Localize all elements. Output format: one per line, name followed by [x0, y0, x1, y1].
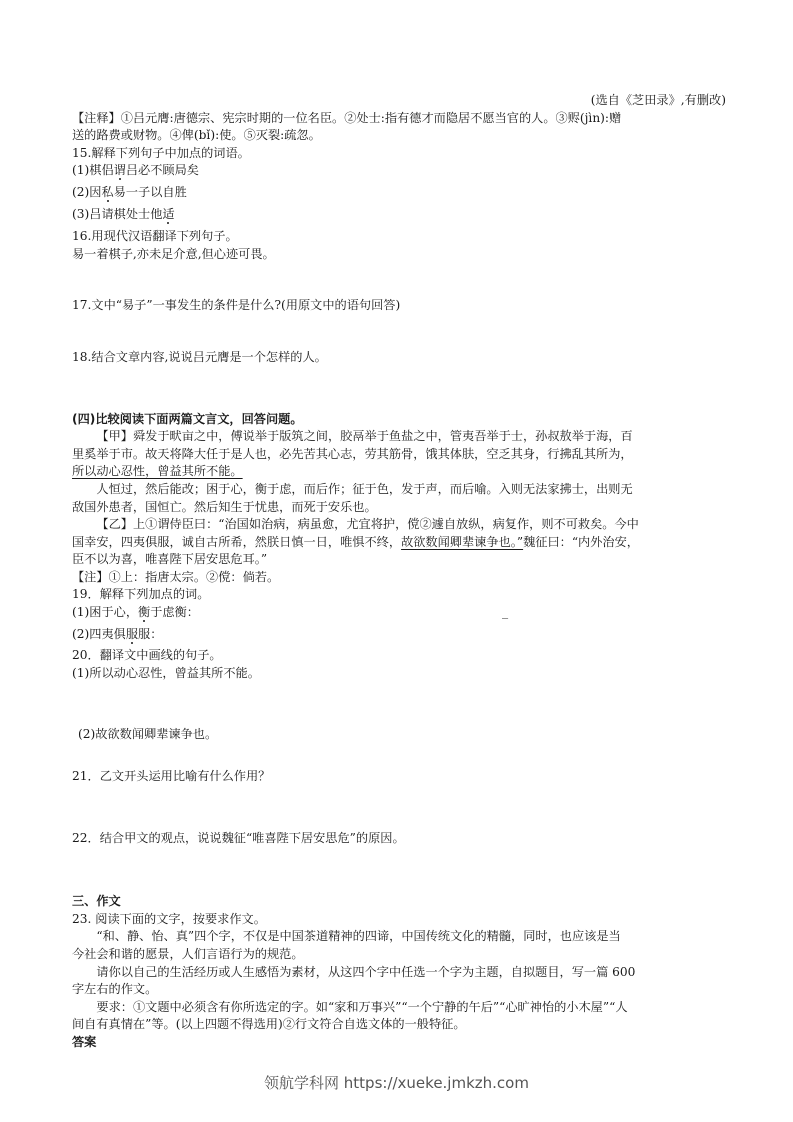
question-19-item-1	[72, 604, 726, 622]
passage-jia-line-5: 敌国外患者，国恒亡。然后知生于忧患，而死于安乐也。	[72, 499, 377, 514]
section-4-heading: (四)比较阅读下面两篇文言文，回答问题。	[72, 411, 303, 426]
annotation-line-1: 【注释】①吕元膺:唐德宗、宪宗时期的一位名臣。②处士:指有德才而隐居不愿当官的人。③赆(jìn):赠	[72, 110, 622, 125]
passage-jia-line-2: 里奚举于市。故天将降大任于是人也，必先苦其心志，劳其筋骨，饿其体肤，空乏其身，行拂乱其所为，	[72, 446, 633, 461]
question-23-prompt: 23. 阅读下面的文字，按要求作文。	[72, 911, 266, 926]
emphasis-dot-word: 私	[101, 184, 114, 199]
emphasis-dot-word: 衡	[138, 605, 151, 620]
question-18-prompt: 18.结合文章内容,说说吕元膺是一个怎样的人。	[72, 349, 327, 364]
question-15-item-3	[72, 206, 726, 224]
passage-text: 魏征曰：“内外治安，	[523, 534, 639, 549]
annotation-line-2: 送的路费或财物。④俾(bǐ):使。⑤灭裂:疏忽。	[72, 128, 321, 143]
question-16-sentence: 易一着棋子,亦未足介意,但心迹可畏。	[72, 246, 275, 261]
underlined-sentence: 故欲数闻卿辈谏争也。”	[401, 534, 524, 549]
essay-material-line-1: “和、静、怡、真”四个字，不仅是中国茶道精神的四谛，中国传统文化的精髓，同时，也应该是当	[96, 929, 621, 944]
passage-yi-line-3: 臣不以为喜，唯喜陛下居安思危耳。”	[72, 552, 268, 567]
question-16-prompt: 16.用现代汉语翻译下列句子。	[72, 229, 238, 244]
emphasis-dot-word: 谓	[113, 163, 126, 178]
answer-heading: 答案	[72, 1034, 97, 1049]
item-text: 服：	[138, 626, 163, 641]
essay-requirement-line-1: 要求：①文题中必须含有你所选定的字。如“家和万事兴”“一个宁静的午后”“心旷神怡的小木屋”“人	[96, 999, 628, 1014]
question-20-prompt: 20．翻译文中画线的句子。	[72, 648, 222, 663]
passage-text: 国幸安，四夷俱服，诚自古所希，然朕日慎一日，唯惧不终，	[72, 534, 402, 549]
passage-jia-line-4: 人恒过，然后能改；困于心，衡于虑，而后作；征于色，发于声，而后喻。入则无法家拂士，出则无	[96, 481, 633, 496]
question-15-item-1	[72, 162, 726, 180]
question-20-item-1: (1)所以动心忍性，曾益其所不能。	[72, 665, 260, 680]
essay-material-line-2: 今社会和谐的愿景，人们言语行为的规范。	[72, 947, 304, 961]
essay-instruction-line-1: 请你以自己的生活经历或人生感悟为素材，从这四个字中任选一个字为主题，自拟题目，写一篇 600	[96, 964, 636, 979]
essay-instruction-line-2: 字左右的作文。	[72, 982, 158, 997]
footer-watermark: 领航学科网 https://xueke.jmkzh.com	[264, 1074, 529, 1092]
passage-yi-line-2	[72, 534, 726, 552]
question-19-item-2	[72, 626, 726, 644]
question-15-prompt: 15.解释下列句子中加点的词语。	[72, 145, 250, 160]
passage-notes: 【注】①上：指唐太宗。②傥：倘若。	[72, 569, 280, 584]
item-text: 吕必不顾局矣	[125, 163, 199, 178]
essay-requirement-line-2: 间自有真情在”等。(以上四题不得选用)②行文符合自选文体的一般特征。	[72, 1017, 466, 1032]
passage-jia-line-1: 【甲】舜发于畎亩之中，傅说举于版筑之间，胶鬲举于鱼盐之中，管夷吾举于士，孙叔敖举于海，百	[96, 429, 633, 444]
underlined-sentence: 所以动心忍性，曾益其所不能。	[72, 464, 243, 479]
item-text: 易一子以自胜	[113, 184, 187, 199]
blank-mark: _	[502, 605, 509, 620]
passage-yi-line-1: 【乙】上①谓侍臣曰：“治国如治病，病虽愈，尤宜将护，傥②遽自放纵，病复作，则不可救矣。今中	[96, 517, 639, 532]
emphasis-dot-word: 适	[162, 206, 175, 221]
source-citation: (选自《芝田录》,有删改)	[590, 93, 726, 107]
question-22-prompt: 22．结合甲文的观点，说说魏征“唯喜陛下居安思危”的原因。	[72, 830, 405, 845]
item-text: (1)困于心，	[72, 605, 139, 620]
item-text: (1)棋侣	[72, 163, 114, 178]
item-text: (2)因	[72, 184, 102, 199]
section-3-heading: 三、作文	[72, 894, 121, 909]
item-text: (2)四夷俱	[72, 626, 126, 641]
question-20-item-2: (2)故欲数闻卿辈谏争也。	[78, 727, 218, 742]
question-15-item-2	[72, 184, 726, 202]
emphasis-dot-word: 服	[125, 626, 139, 641]
passage-jia-line-3	[72, 463, 726, 481]
question-19-prompt: 19．解释下列加点的词。	[72, 587, 210, 602]
document-page	[72, 92, 726, 1052]
question-17-prompt: 17.文中“易子”一事发生的条件是什么?(用原文中的语句回答)	[72, 298, 401, 313]
item-text: 于虑衡：	[150, 605, 199, 620]
item-text: (3)吕请棋处士他	[72, 206, 163, 221]
question-21-prompt: 21．乙文开头运用比喻有什么作用？	[72, 769, 271, 784]
